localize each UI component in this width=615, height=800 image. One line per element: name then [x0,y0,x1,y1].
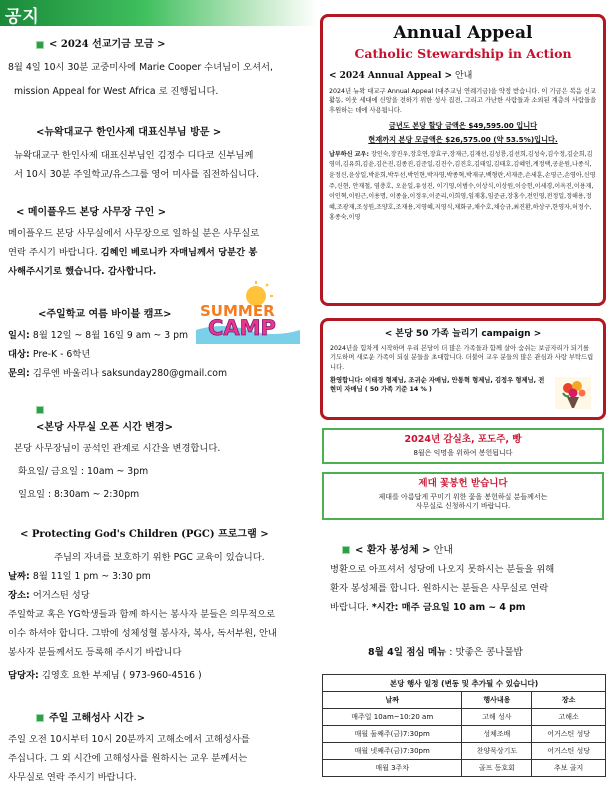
sick-line3: 바랍니다. *시간: 매주 금요일 10 am ~ 4 pm [330,602,526,613]
table-row [323,743,606,760]
header-bar [0,0,318,26]
maplewood-line2: 연락 주시기 바랍니다. 김혜인 베로니카 자매님께서 당분간 봉 [8,247,258,258]
camp-target: Pre-K - 6학년 [32,349,91,360]
schedule-table [322,674,606,777]
office-line3: 일요일 : 8:30am ~ 2:30pm [18,489,140,500]
pgc-date: 8월 11일 1 pm ~ 3:30 pm [32,571,151,582]
flower-offering-box [322,472,604,520]
appeal-heading: < 2024 Annual Appeal > [329,71,453,81]
appeal-goal: 금년도 본당 할당 금액은 $49,595.00 입니다 [388,120,538,130]
cardinal-section [8,126,313,184]
annual-appeal-box: Annual Appeal Catholic Stewardship in Action < 2024 Annual Appeal > 안내 2024년 뉴왁 대교구 Annual Appeal (대주교님 연례기금)을 약정 받습니다. 이 기금은 복음 선교 활동, 이웃 세대에 신앙을 전하기 위한 성사 집전, 그리고 가난한 사람들과 소외된 계층의 사람들을 후원하는 데에 사용됩니다. 금년도 본당 할당 금액은 $49,595.00 입니다 현재까지 본당 모금액은 $26,575.00 (약 53.5%)입니다. 납부하신 교우: 장인숙,장진우,장호연,장효구,장재근,김재선,김성룡,김선희,김성숙,김수정,김순희,김영미,김유희,김윤,김은진,김종진,김준일,김진수,김진호,김태일,김태호,김혜인,계정택,공윤원,나종식,윤정신,윤상일,박윤희,박두선,박인현,박자영,박종혁,박재규,백형란,서재준,손세훈,손영근,손영아,신영주,신현, 안재철, 염충호, 오윤일,유성진, 이기영,이범수,이상식,이상원,이승헌,이세경,이옥진,이용재,이인혁,이원근,이용명, 이종을,이정우,이준리,이희영,임재홍,임준균,장홍수,전인영,전정일,정해용,정혜,조광재,조성원,조양호,조재용,지영혜,지영식,채화규,채수호,채승규,최진환,하상구,한영자,허정수,홍종숙,이영 [320,14,606,306]
schedule-header: 장소 [532,692,606,709]
table-cell: 어거스틴 성당 [532,743,606,760]
table-cell: 추보 골지 [532,760,606,777]
mission-title: < 2024 선교기금 모금 > [49,39,166,50]
office-line2: 화요일/ 금요일 : 10am ~ 3pm [18,466,149,477]
sick-title: < 환자 봉성체 > [355,545,431,556]
table-cell: 매주일 10am~10:20 am [323,709,462,726]
summer-camp-logo [196,280,300,344]
confession-line2: 주십니다. 그 외 시간에 고해성사를 원하시는 교우 분께서는 [8,753,248,764]
flower-offering-line2: 사무실로 신청하시기 바랍니다. [415,502,511,511]
mission-line2: mission Appeal for West Africa 로 진행됩니다. [14,86,219,97]
confession-section [8,712,313,787]
lunch-value: : 맛좋은 콩나물밥 [446,647,523,658]
appeal-current: 현재까지 본당 모금액은 $26,575.00 (약 53.5%)입니다. [368,134,558,144]
office-title: <본당 사무실 오픈 시간 변경> [36,422,173,433]
schedule-caption: 본당 행사 일정 (변동 및 추가될 수 있습니다) [323,675,606,692]
confession-line1: 주일 오전 10시부터 10시 20분까지 고해소에서 고해성사를 [8,734,250,745]
table-cell: 매월 넷째주(금)7:30pm [323,743,462,760]
bullet-icon [36,406,44,414]
page-title: 공지 [5,7,40,27]
flower-bouquet-icon [555,377,591,409]
cardinal-line2: 서 10시 30분 주일학교/유스그룹 영어 미사를 집전하십니다. [14,169,260,180]
sick-line2: 환자 봉성체를 합니다. 원하시는 분들은 사무실로 연락 [330,583,549,594]
sick-communion-section: < 환자 봉성체 > 안내 병환으로 아프셔서 성당에 나오지 못하시는 분들을 위해 환자 봉성체를 합니다. 원하시는 분들은 사무실로 연락 바랍니다. *시간: 매주 금요일 10 am ~ 4 pm [330,544,606,617]
pgc-line1: 주님의 자녀를 보호하기 위한 PGC 교육이 있습니다. [54,552,265,563]
altar-offering-body: 8월은 익명을 위하여 봉헌됩니다 [413,449,513,457]
lunch-label: 8월 4일 점심 메뉴 [368,647,447,658]
table-cell: 고해 성사 [462,709,532,726]
flower-offering-title: 제대 꽃봉헌 받습니다 [418,478,508,489]
table-cell: 고해소 [532,709,606,726]
campaign-title: < 본당 50 가족 늘리기 campaign > [384,329,542,339]
camp-section: <주일학교 여름 바이블 캠프> 일시: 8월 12일 ~ 8월 16일 9 am ~ 3 pm 대상: Pre-K - 6학년 문의: 김루엔 바울리나 saksunday280@gmail.com [8,308,313,383]
campaign-body: 2024년을 힘차게 시작하며 우리 본당이 더 많은 가족들과 함께 살아 숨쉬는 보금자리가 되기를 기도하며 새로운 가족이 되실 분들을 초대합니다. 더불어 교우 분들의 많은 관심과 사랑 부탁드립니다. [330,345,594,371]
table-cell: 어거스틴 성당 [532,726,606,743]
maplewood-line3: 사해주시기로 했습니다. 감사합니다. [8,266,157,277]
table-row [323,709,606,726]
pgc-line6: 봉사자 분들께서도 등록해 주시기 바랍니다 [8,647,182,658]
appeal-title: Annual Appeal [393,23,533,43]
appeal-body: 2024년 뉴왁 대교구 Annual Appeal (대주교님 연례기금)을 약정 받습니다. 이 기금은 복음 선교 활동, 이웃 세대에 신앙을 전하기 위한 성사 집전, 그리고 가난한 사람들과 소외된 계층의 사람들을 후원하는 데에 사용됩니다. [329,88,597,114]
pgc-line4: 주일학교 혹은 YG학생들과 함께 하시는 봉사자 분들은 의무적으로 [8,609,276,620]
camp-date: 8월 12일 ~ 8월 16일 9 am ~ 3 pm [32,330,189,341]
pgc-manager: 김영호 요한 부제님 ( 973-960-4516 ) [41,670,202,681]
table-cell: 찬양묵상기도 [462,743,532,760]
table-cell: 골프 동호회 [462,760,532,777]
pgc-section: < Protecting God's Children (PGC) 프로그램 > 주님의 자녀를 보호하기 위한 PGC 교육이 있습니다. 날짜: 8월 11일 1 pm ~ 3:30 pm 장소: 어거스틴 성당 주일학교 혹은 YG학생들과 함께 하시는 봉사자 분들은 의무적으로 이수 하셔야 합니다. 그밖에 성체성혈 봉사자, 복사, 독서부원, 안내 봉사자 분들께서도 등록해 주시기 바랍니다 담당자: 김영호 요한 부제님 ( 973-960-4516 ) [8,528,313,685]
confession-line3: 사무실로 연락 주시기 바랍니다. [8,772,137,783]
lunch-menu [330,644,606,658]
camp-title: <주일학교 여름 바이블 캠프> [38,309,172,320]
camp-text: CAMP [208,316,276,340]
cardinal-line1: 뉴왁대교구 한인사제 대표신부님인 김정수 디다코 신부님께 [14,150,254,161]
confession-title: 주일 고해성사 시간 > [49,713,146,724]
campaign-box [320,318,606,420]
schedule-header: 행사내용 [462,692,532,709]
summer-text: SUMMER [200,302,275,320]
office-section [8,404,313,504]
table-cell: 매월 3주차 [323,760,462,777]
bullet-icon [36,714,44,722]
appeal-subtitle: Catholic Stewardship in Action [354,46,572,61]
sick-line1: 병환으로 아프셔서 성당에 나오지 못하시는 분들을 위해 [330,564,555,575]
maplewood-title: < 메이플우드 본당 사무장 구인 > [16,207,167,218]
camp-contact: 김루엔 바울리나 saksunday280@gmail.com [32,368,228,379]
pgc-title: < Protecting God's Children (PGC) 프로그램 > [20,529,269,540]
pgc-line5: 이수 하셔야 합니다. 그밖에 성체성혈 봉사자, 복사, 독서부원, 안내 [8,628,277,639]
appeal-donors: 납부하신 교우: 장인숙,장진우,장호연,장효구,장재근,김재선,김성룡,김선희,김성숙,김수정,김순희,김영미,김유희,김윤,김은진,김종진,김준일,김진수,김진호,김태일,김태호,김혜인,계정택,공윤원,나종식,윤정신,윤상일,박윤희,박두선,박인현,박자영,박종혁,박재규,백형란,서재준,손세훈,손영근,손영아,신영주,신현, 안재철, 염충호, 오윤일,유성진, 이기영,이범수,이상식,이상원,이승헌,이세경,이옥진,이용재,이인혁,이원근,이용명, 이종을,이정우,이준리,이희영,임재홍,임준균,장홍수,전인영,전정일,정해용,정혜,조광재,조성원,조양호,조재용,지영혜,지영식,채화규,채수호,채승규,최진환,하상구,한영자,허정수,홍종숙,이영 [329,150,596,222]
altar-offering-title: 2024년 감실초, 포도주, 빵 [404,434,522,445]
maplewood-line1: 메이플우드 본당 사무실에서 사무장으로 일하실 분은 사무실로 [8,228,260,239]
bullet-icon [36,41,44,49]
mission-line1: 8월 4일 10시 30분 교중미사에 Marie Cooper 수녀님이 오셔서, [8,62,273,73]
pgc-place: 어거스틴 성당 [32,590,90,601]
schedule-header: 날짜 [323,692,462,709]
campaign-welcome: 환영합니다: 이태경 형제님, 조귀순 자매님, 안통혁 형제님, 김정우 형제님, 전현미 자매님 ( 50 가족 기준 14 % ) [330,376,545,394]
table-row [323,726,606,743]
table-cell: 성체조배 [462,726,532,743]
bullet-icon [342,546,350,554]
maplewood-section [8,206,313,281]
office-line1: 본당 사무장님이 공석인 관계로 시간을 변경합니다. [14,443,221,454]
table-row [323,760,606,777]
table-cell: 매월 둘째주(금)7:30pm [323,726,462,743]
flower-offering-line1: 제대를 아름답게 꾸미기 위한 꽃을 봉헌하실 분들께서는 [378,493,548,501]
altar-offering-box [322,428,604,464]
cardinal-title: <뉴왁대교구 한인사제 대표신부님 방문 > [36,127,222,138]
mission-section [8,38,313,101]
